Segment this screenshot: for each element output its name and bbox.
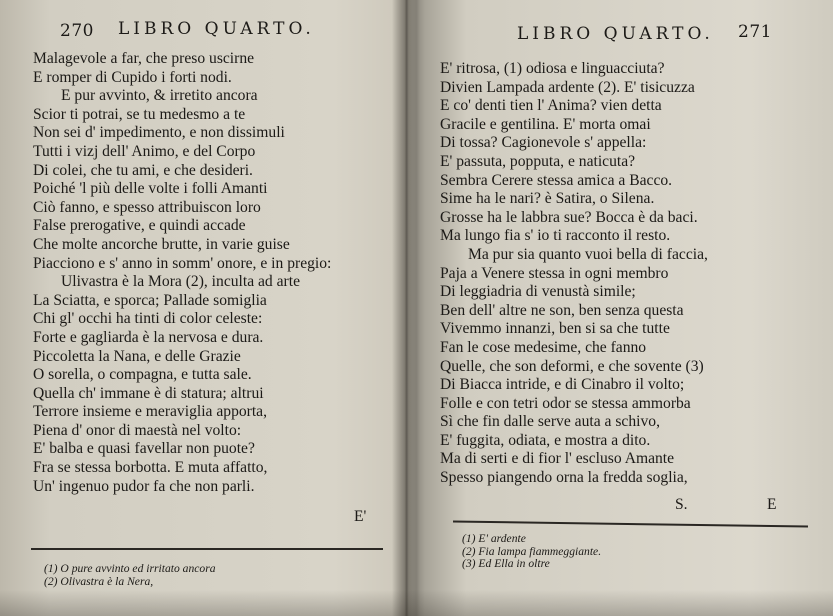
verse-line: E' balba e quasi favellar non puote? [33, 440, 255, 458]
verse-line: Non sei d' impedimento, e non dissimuli [33, 124, 285, 142]
page-edge-shadow [0, 590, 833, 616]
verse-line: Piena d' onor di maestà nel volto: [33, 421, 242, 439]
verse-line: Piacciono e s' anno in somm' onore, e in pregio: [33, 254, 332, 272]
footnote: (2) Fia lampa fiammeggiante. [462, 544, 602, 558]
footnote: (2) Olivastra è la Nera, [44, 574, 154, 588]
verse-line: Ulivastra è la Mora (2), inculta ad arte [61, 273, 301, 291]
running-head: LIBRO QUARTO. [517, 24, 714, 44]
verse-line: Quella ch' immane è di statura; altrui [33, 384, 264, 402]
verse-line: Gracile e gentilina. E' morta omai [440, 115, 651, 133]
verse-line: Fra se stessa borbotta. E muta affatto, [33, 459, 268, 477]
verse-line: Ma lungo fia s' io ti racconto il resto. [440, 227, 671, 245]
verse-line: E' ritrosa, (1) odiosa e linguacciuta? [440, 60, 665, 77]
verse-line: Sembra Cerere stessa amica a Bacco. [440, 171, 673, 189]
verse-line: Divien Lampada ardente (2). E' tisicuzza [440, 78, 695, 96]
verse-line: Fan le cose medesime, che fanno [440, 338, 647, 356]
catchword: E [767, 496, 777, 513]
verse-line: Ma pur sia quanto vuoi bella di faccia, [468, 245, 708, 263]
verse-line: Tutti i vizj dell' Animo, e del Corpo [33, 142, 256, 160]
verse-line: Di colei, che tu ami, e che desideri. [33, 161, 253, 179]
footnotes [462, 533, 601, 571]
catchword: E' [354, 508, 367, 525]
verse-line: Folle e con tetri odor se stessa ammorba [440, 394, 691, 412]
verse-line: Sime ha le nari? è Satira, o Silena. [440, 190, 655, 208]
verse-line: E' passuta, popputa, e naticuta? [440, 152, 636, 170]
verse-line: Grosse ha le labbra sue? Bocca è da baci. [440, 208, 698, 226]
verse-line: O sorella, o compagna, e tutta sale. [33, 366, 252, 384]
verse-line: E' fuggita, odiata, e mostra a dito. [440, 431, 651, 449]
verse-line: Ben dell' altre ne son, ben senza questa [440, 301, 684, 319]
right-page [405, 0, 833, 616]
signature-mark: S. [675, 496, 688, 513]
footnote-rule [31, 548, 383, 550]
book-gutter-shadow [392, 0, 420, 616]
verse-line: La Sciatta, e sporca; Pallade somiglia [33, 291, 267, 309]
verse-line: Un' ingenuo pudor fa che non parli. [33, 477, 255, 495]
verse-line: Quelle, che son deformi, e che sovente (3) [440, 357, 704, 375]
verse-line: Di Biacca intride, e di Cinabro il volto; [440, 376, 685, 394]
running-head: LIBRO QUARTO. [118, 19, 315, 39]
verse-line: E romper di Cupido i forti nodi. [33, 68, 232, 86]
verse-line: Sì che fin dalle serve auta a schivo, [440, 413, 660, 431]
footnotes [44, 563, 216, 588]
footnote-rule [453, 521, 808, 528]
verse-line: Ma di serti e di fior l' escluso Amante [440, 450, 675, 468]
verse-line: Vivemmo innanzi, ben si sa che tutte [440, 320, 670, 338]
footnote: (1) E' ardente [462, 532, 526, 545]
verse-line: False prerogative, e quindi accade [33, 217, 246, 235]
verse-line: Che molte ancorche brutte, in varie guise [33, 235, 290, 253]
verse-line: Spesso piangendo orna la fredda soglia, [440, 469, 688, 487]
verse-line: Malagevole a far, che preso uscirne [33, 50, 255, 67]
verse-line: Forte e gagliarda è la nervosa e dura. [33, 328, 264, 346]
verse-line: E pur avvinto, & irretito ancora [61, 87, 258, 105]
verse-lines [33, 50, 331, 496]
verse-line: Poiché 'l più delle volte i folli Amanti [33, 180, 268, 198]
verse-line: Paja a Venere stessa in ogni membro [440, 264, 669, 282]
verse-line: Ciò fanno, e spesso attribuiscon loro [33, 198, 261, 216]
page-number: 271 [738, 22, 772, 42]
verse-line: Chi gl' occhi ha tinti di color celeste: [33, 310, 263, 328]
verse-line: Di tossa? Cagionevole s' appella: [440, 134, 647, 152]
verse-line: Di leggiadria di venustà simile; [440, 283, 636, 301]
footnote: (1) O pure avvinto ed irritato ancora [44, 562, 216, 575]
verse-line: Scior ti potrai, se tu medesmo a te [33, 105, 246, 123]
verse-line: Piccoletta la Nana, e delle Grazie [33, 347, 241, 365]
verse-line: Terrore insieme e meraviglia apporta, [33, 403, 268, 421]
page-number: 270 [60, 21, 94, 41]
verse-lines [440, 60, 708, 488]
footnote: (3) Ed Ella in oltre [462, 557, 550, 570]
verse-line: E co' denti tien l' Anima? vien detta [440, 97, 662, 115]
left-page [0, 0, 405, 616]
